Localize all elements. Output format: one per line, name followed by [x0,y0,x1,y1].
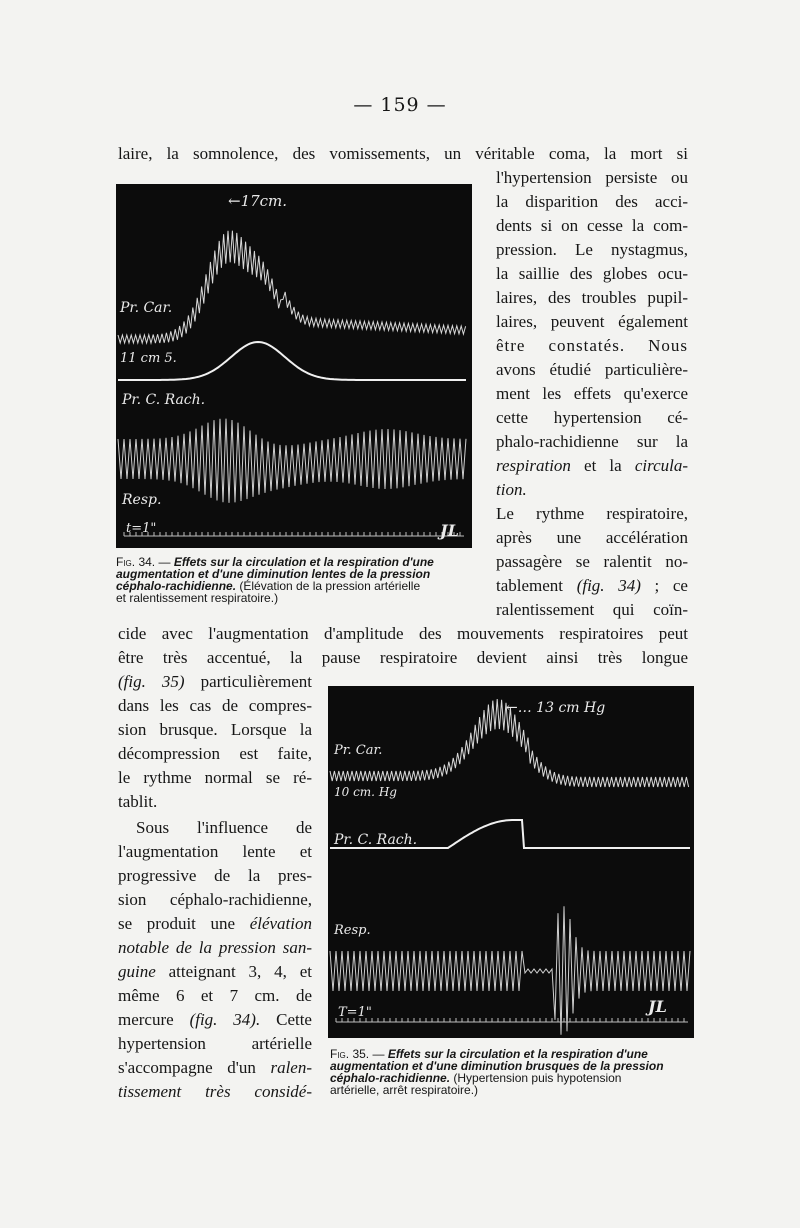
text-span: se produit une [118,914,250,933]
figure-34-caption [116,556,434,604]
text-line: hypertension artérielle [118,1034,312,1053]
text-line: cette hypertension cé- [496,408,688,427]
text-span: et la [570,456,635,475]
page-number: — 159 — [353,94,447,116]
text-span: atteignant 3, 4, et [155,962,312,981]
italic-word: respiration [496,456,571,475]
author-monogram: JL [440,521,459,540]
text-line: laires, des troubles pupil- [496,288,688,307]
resp-label: Resp. [122,492,162,508]
text-line: Sous l'influence de [136,818,312,837]
text-line: dans les cas de compres- [118,696,312,715]
text-line [118,1008,312,1032]
respiration-trace [330,906,690,1035]
caption-text: (Élévation de la pression artérielle [236,579,421,593]
text-line: être très accentué, la pause respiratoire devient ainsi très longue [118,648,688,667]
text-span: mercure [118,1010,190,1029]
caption-title: céphalo-rachidienne. [116,579,237,593]
caption-text: et ralentissement respiratoire.) [116,591,279,605]
caption-text: artérielle, arrêt respiratoire.) [330,1083,479,1097]
text-line: avons étudié particulière- [496,360,688,379]
scale-label: 11 cm 5. [120,351,177,366]
pr-car-label: Pr. Car. [334,743,383,758]
text-line: sion céphalo-rachidienne, [118,890,312,909]
peak-label: ←17cm. [228,192,288,210]
resp-label: Resp. [334,923,371,938]
caption-title: augmentation et d'une diminution brusques de la pression [330,1059,664,1073]
text-line: tablit. [118,792,158,811]
text-line: la disparition des acci- [496,192,688,211]
text-line: laires, peuvent également [496,312,688,331]
time-label: T=1" [338,1005,372,1020]
pcr-label: Pr. C. Rach. [122,392,206,408]
text-line: ment les effets qu'exerce [496,384,688,403]
figure-reference: (fig. 34). [189,1010,261,1029]
text-line: après une accélération [496,528,688,547]
scale-label: 10 cm. Hg [334,785,397,799]
caption-title: Effets sur la circulation et la respiration d'une [387,1047,648,1061]
caption-lead: Fig. 35. — [330,1047,385,1061]
carotid-pressure-trace [118,231,466,344]
italic-word: circula- [634,456,688,475]
time-marker-trace [336,1018,688,1022]
text-line: pression. Le nystagmus, [496,240,688,259]
text-line [496,574,688,598]
text-line: tissement très considé- [118,1082,312,1101]
time-marker-trace [124,532,464,536]
text-line [118,670,312,694]
caption-title: augmentation et d'une diminution lentes de la pression [116,567,431,581]
text-line: notable de la pression san- [118,938,312,957]
text-line [118,960,312,984]
text-line: être constatés. Nous [496,336,688,355]
figure-reference: (fig. 34) [576,576,641,595]
text-line: décompression est faite, [118,744,312,763]
text-line: Le rythme respiratoire, [496,504,688,523]
text-line: dents si on cesse la com- [496,216,688,235]
text-span: tablement [496,576,577,595]
pr-car-label: Pr. Car. [120,300,173,316]
text-line: ralentissement qui coïn- [496,600,688,619]
text-line: passagère se ralentit no- [496,552,688,571]
text-span: particulièrement [184,672,312,691]
text-line: sion brusque. Lorsque la [118,720,312,739]
author-monogram: JL [648,997,667,1016]
text-line: laire, la somnolence, des vomissements, un véritable coma, la mort si [118,144,688,163]
text-line: l'augmentation lente et [118,842,312,861]
text-line [118,1056,312,1080]
text-line: le rythme normal se ré- [118,768,312,787]
text-line: cide avec l'augmentation d'amplitude des mouvements respiratoires peut [118,624,688,643]
italic-word: ralen- [270,1058,312,1077]
text-line: phalo-rachidienne sur la [496,432,688,451]
figure-reference: (fig. 35) [118,672,185,691]
caption-title: céphalo-rachidienne. [330,1071,451,1085]
text-span: s'accompagne d'un [118,1058,271,1077]
text-span: ; ce [640,576,688,595]
caption-title: Effets sur la circulation et la respiration d'une [173,555,434,569]
text-line: même 6 et 7 cm. de [118,986,312,1005]
text-line: l'hypertension persiste ou [496,168,688,187]
figure-35-tracing [328,686,694,1038]
text-line [118,912,312,936]
peak-label: ←… 13 cm Hg [506,700,606,716]
respiration-trace [118,419,466,503]
time-label: t=1" [126,521,157,536]
caption-text: (Hypertension puis hypotension [450,1071,622,1085]
caption-lead: Fig. 34. — [116,555,171,569]
figure-34-tracing [116,184,472,548]
italic-word: élévation [249,914,312,933]
figure-35-caption [330,1048,664,1096]
text-span: Cette [260,1010,312,1029]
pcr-label: Pr. C. Rach. [334,832,418,848]
text-line [496,454,688,478]
text-line: tion. [496,480,527,499]
italic-word: guine [118,962,156,981]
text-line: la saillie des globes ocu- [496,264,688,283]
text-line: progressive de la pres- [118,866,312,885]
